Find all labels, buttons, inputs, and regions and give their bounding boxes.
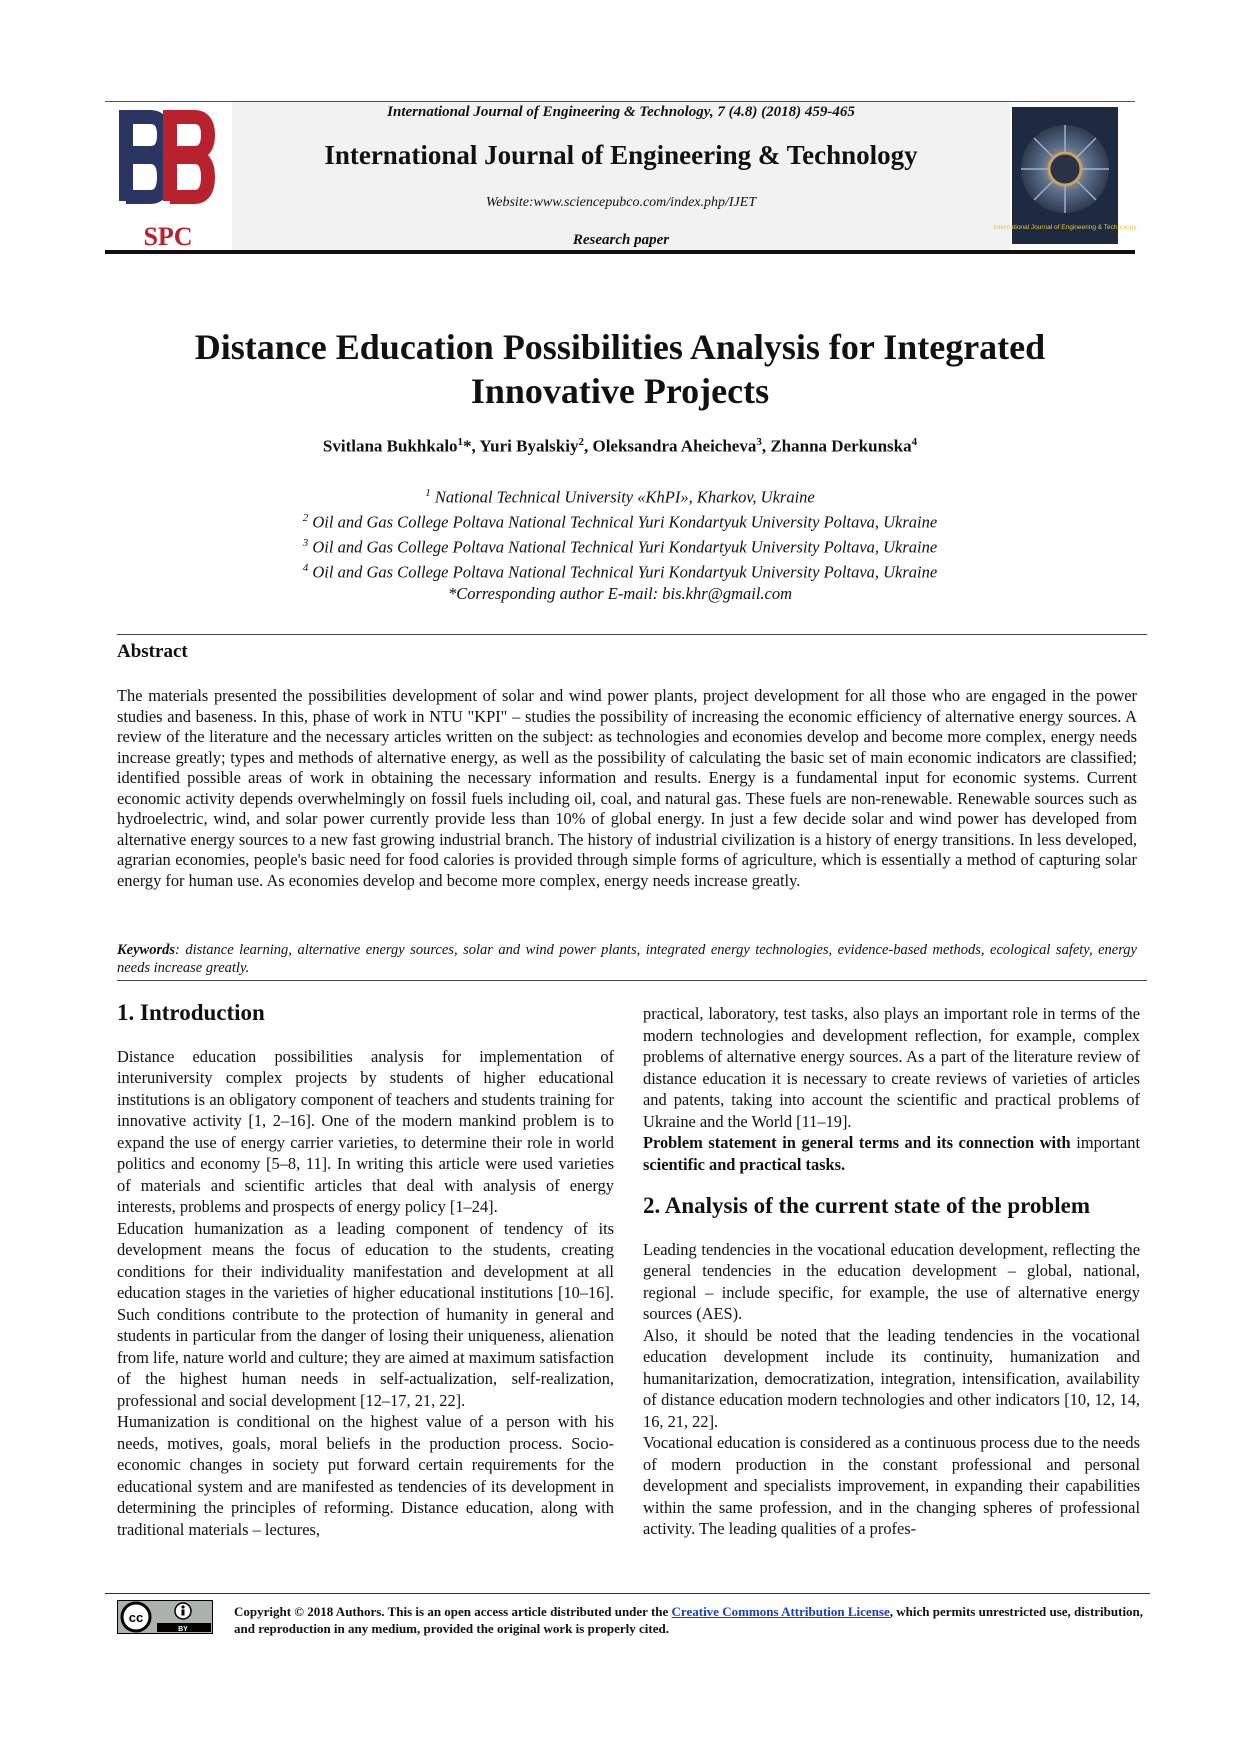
abstract-bottom-rule — [117, 980, 1147, 981]
paragraph: practical, laboratory, test tasks, also plays an important role in terms of the modern technologies and development reflection, for example, complex problems of alternative energy sources. As a part of the literature review of distance education it is necessary to create reviews of varieties of articles and patents, taking into account the scientific and practical problems of Ukraine and the World [11–19]. — [643, 1004, 1140, 1131]
header-band — [232, 102, 1010, 250]
affiliation-text: Oil and Gas College Poltava National Technical Yuri Kondartyuk University Poltava, Ukraine — [308, 562, 938, 582]
svg-text:cc: cc — [128, 1610, 144, 1625]
author-name: Svitlana Bukhkalo — [322, 436, 458, 456]
cover-text: International Journal of Engineering & Technology — [993, 224, 1137, 231]
title-line-2: Innovative Projects — [470, 371, 770, 411]
paragraph: Education humanization as a leading component of tendency of its development means the focus of education to the students, creating conditions for their individuality manifestation and development at all education stages in the varieties of higher educational institutions [10–16]. Such conditions contribute to the protection of humanity in general and students in particular from the danger of losing their uniqueness, alienation from life, nature world and culture; they are aimed at maximum satisfaction of the highest human needs in self-actualization, self-realization, professional and social development [12–17, 21, 22]. — [117, 1218, 615, 1410]
license-notice — [234, 1603, 1144, 1637]
author-sep: , — [761, 436, 771, 456]
affiliation-sup: 1 — [425, 487, 431, 499]
footer-rule — [105, 1593, 1150, 1594]
section-heading-analysis: 2. Analysis of the current state of the problem — [643, 1193, 1090, 1218]
author-name: Oleksandra Aheicheva — [592, 436, 757, 456]
affiliations — [140, 483, 1100, 605]
paragraph: Also, it should be noted that the leading tendencies in the vocational education development include its continuity, humanization and humanitarization, democratization, integration, intensification, availability of distance education modern technologies and other indicators [10, 12, 14, 16, 21, 22]. — [643, 1325, 1140, 1431]
paragraph: Humanization is conditional on the highest value of a person with his needs, motives, goals, moral beliefs in the production process. Socio-economic changes in society put forward certain requirements for the educational system and are manifested as tendencies of its development in determining the principles of reforming. Distance education, along with traditional materials – lectures, — [117, 1412, 614, 1539]
journal-website: Website:www.sciencepubco.com/index.php/IJET — [485, 195, 757, 210]
author-name: Yuri Byalskiy — [479, 436, 579, 456]
abstract-body: The materials presented the possibilities development of solar and wind power plants, project development for all those who are engaged in the power studies and baseness. In this, phase of work in NTU "KPI" – studies the possibility of increasing the economic efficiency of alternative energy sources. A review of the literature and the necessary articles written on the subject: as technologies and economies develop and become more complex, energy needs increase greatly; types and methods of alternative energy, as well as the possibility of calculating the basic set of main economic indicators are classified; identified possible areas of work in obtaining the necessary information and results. Energy is a fundamental input for economic systems. Current economic activity depends overwhelmingly on fossil fuels including oil, coal, and natural gas. These fuels are non-renewable. Renewable sources such as hydroelectric, wind, and solar power currently provide less than 10% of global energy. In just a few decide solar and wind power has developed from alternative energy sources to a new fast growing industrial branch. The history of industrial civilization is a history of energy transitions. In less developed, agrarian economies, people's basic need for food calories is provided through simple forms of agriculture, which is essentially a method of capturing solar energy for human use. As economies develop and become more complex, energy needs increase greatly. — [117, 686, 1137, 890]
affiliation-line — [140, 533, 1100, 558]
right-column — [643, 1003, 1140, 1540]
affiliation-text: Oil and Gas College Poltava National Technical Yuri Kondartyuk University Poltava, Ukraine — [308, 537, 938, 557]
affiliation-sup: 4 — [302, 562, 309, 574]
section-heading-introduction: 1. Introduction — [117, 1000, 265, 1025]
affiliation-sup: 2 — [302, 512, 309, 524]
paragraph: Distance education possibilities analysis for implementation of interuniversity complex projects by students of higher educational institutions is an obligatory component of teachers and students training for innovative activity [1, 2–16]. One of the modern mankind problem is to expand the use of energy carrier varieties, to determine their role in world politics and economy [5–8, 11]. In writing this article were used varieties of materials and scientific articles that deal with analysis of energy interests, problems and prospects of energy policy [1–24]. — [117, 1046, 614, 1216]
problem-statement — [643, 1132, 1140, 1175]
journal-cover-image — [993, 107, 1137, 244]
affiliation-text: Oil and Gas College Poltava National Technical Yuri Kondartyuk University Poltava, Ukraine — [308, 512, 938, 532]
problem-statement-bold: scientific and practical tasks. — [643, 1154, 846, 1174]
journal-title: International Journal of Engineering & Technology — [324, 140, 918, 170]
paper-type: Research paper — [572, 232, 670, 248]
author-sep: *, — [463, 436, 480, 456]
abstract-top-rule — [117, 634, 1147, 635]
logo-text: SPC — [143, 222, 193, 251]
paragraph: Leading tendencies in the vocational education development, reflecting the general tendencies in the education development – global, national, regional – include specific, for example, the use of alternative energy sources (AES). — [643, 1239, 1140, 1323]
keywords-label: Keywords — [117, 942, 175, 958]
affiliation-line — [140, 558, 1100, 583]
journal-citation: International Journal of Engineering & Technology, 7 (4.8) (2018) 459-465 — [387, 104, 855, 120]
abstract-heading: Abstract — [117, 641, 188, 662]
corresponding-author: *Corresponding author E-mail: bis.khr@gmail.com — [447, 584, 793, 603]
header-bottom-rule — [105, 250, 1135, 254]
license-text: , which permits unrestricted use, distribution, and reproduction in any medium, provided the original work is properly cited. — [234, 1604, 1144, 1636]
author-sup: 2 — [578, 436, 584, 448]
affiliation-line — [140, 483, 1100, 508]
title-line-1: Distance Education Possibilities Analysis for Integrated — [194, 327, 1046, 367]
author-name: Zhanna Derkunska — [770, 436, 912, 456]
license-link[interactable]: Creative Commons Attribution License — [671, 1604, 890, 1619]
cc-label: BY — [178, 1626, 188, 1633]
spc-logo — [112, 105, 224, 250]
author-list — [140, 436, 1100, 457]
affiliation-text: National Technical University «KhPI», Kharkov, Ukraine — [430, 487, 815, 507]
keywords — [117, 941, 1137, 977]
paper-title — [140, 325, 1100, 413]
author-sup: 4 — [911, 436, 918, 448]
license-text: Copyright © 2018 Authors. This is an open access article distributed under the — [234, 1604, 672, 1619]
affiliation-sup: 3 — [302, 537, 309, 549]
problem-statement-bold: Problem statement in general terms and its connection with — [643, 1133, 1071, 1152]
author-sep: , — [583, 436, 593, 456]
keywords-text: : distance learning, alternative energy sources, solar and wind power plants, integrated energy technologies, evidence-based methods, ecological safety, energy needs increase greatly. — [117, 942, 1137, 976]
left-column — [117, 1002, 614, 1540]
affiliation-line — [140, 508, 1100, 533]
paragraph: Vocational education is considered as a continuous process due to the needs of modern production in the constant professional and personal development and specialists improvement, in expanding their capabilities within the same profession, and in the changing spheres of professional activity. The leading qualities of a profes- — [643, 1433, 1140, 1538]
problem-statement-text: important — [1076, 1133, 1140, 1152]
author-sup: 3 — [756, 436, 762, 448]
cc-by-license-icon[interactable] — [117, 1600, 213, 1634]
author-sup: 1 — [457, 436, 464, 448]
